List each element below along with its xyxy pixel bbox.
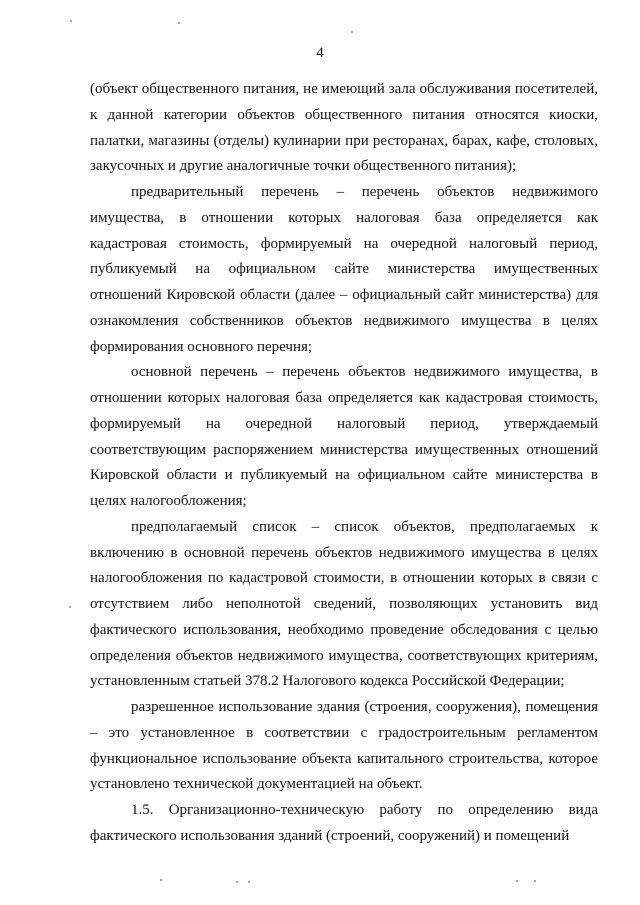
scan-speck — [69, 606, 71, 608]
scan-speck — [534, 880, 536, 882]
paragraph-main-list: основной перечень – перечень объектов недвижимого имущества, в отношении которых налоговая база определяется как кадастровая стоимость, формируемый на очередной налоговый период, утверждаемый соответствующим распоряжением министерства имущественных отношений Кировской области и публикуемый на официальном сайте министерства в целях налогообложения; — [90, 364, 598, 509]
scan-speck — [178, 22, 180, 24]
paragraph-permitted-use: разрешенное использование здания (строения, сооружения), помещения – это установленное в соответствии с градостроительным регламентом функциональное использование объекта капитального строительства, которое установлено технической документацией на объект. — [90, 699, 598, 793]
scan-speck — [248, 881, 250, 883]
scan-speck — [516, 880, 518, 882]
paragraph-preliminary-list: предварительный перечень – перечень объектов недвижимого имущества, в отношении которых налоговая база определяется как кадастровая стоимость, формируемый на очередной налоговый период, публикуемый на официальном сайте министерства имущественных отношений Кировской области (далее – официальный сайт министерства) для ознакомления собственников объектов недвижимого имущества в целях формирования основного перечня; — [90, 184, 598, 355]
page-number: 4 — [316, 45, 324, 61]
document-body — [90, 77, 598, 850]
paragraph-catering-definition-continued: (объект общественного питания, не имеющий зала обслуживания посетителей, к данной категории объектов общественного питания относятся киоски, палатки, магазины (отделы) кулинарии при ресторанах, барах, кафе, столовых, закусочных и другие аналогичные точки общественного питания); — [90, 81, 598, 175]
paragraph-proposed-list: предполагаемый список – список объектов, предполагаемых к включению в основной перечень объектов недвижимого имущества в целях налогообложения по кадастровой стоимости, в отношении которых в связи с отсутствием либо неполнотой сведений, позволяющих установить вид фактического использования, необходимо проведение обследования с целью определения объектов недвижимого имущества, соответствующих критериям, установленным статьей 378.2 Налогового кодекса Российской Федерации; — [90, 518, 598, 690]
scan-speck — [70, 20, 72, 22]
paragraph-section-1-5: 1.5. Организационно-техническую работу по определению вида фактического использования зданий (строений, сооружений) и помещений — [90, 802, 598, 844]
scan-speck — [351, 31, 353, 33]
scan-speck — [160, 879, 162, 881]
scan-speck — [236, 881, 238, 883]
